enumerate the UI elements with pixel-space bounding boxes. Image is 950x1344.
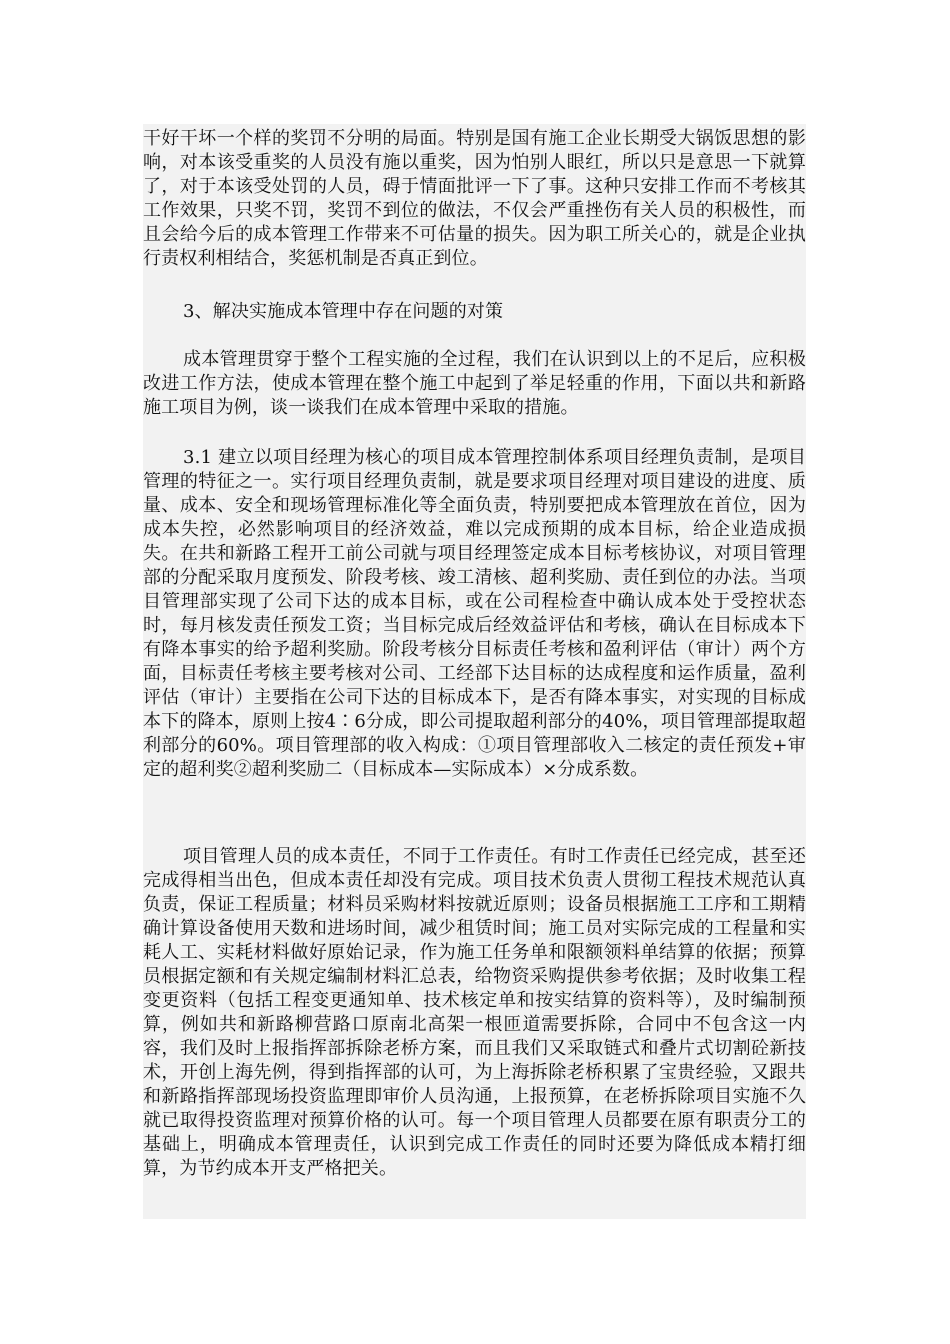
paragraph-2: 成本管理贯穿于整个工程实施的全过程，我们在认识到以上的不足后，应积极改进工作方法，使成本管理在整个施工中起到了举足轻重的作用，下面以共和新路施工项目为例，谈一谈我们在成本管理中采取的措施。 bbox=[143, 349, 806, 418]
paragraph-3: 3.1 建立以项目经理为核心的项目成本管理控制体系项目经理负责制，是项目管理的特征之一。实行项目经理负责制，就是要求项目经理对项目建设的进度、质量、成本、安全和现场管理标准化等全面负责，特别要把成本管理放在首位，因为成本失控，必然影响项目的经济效益，难以完成预期的成本目标，给企业造成损失。在共和新路工程开工前公司就与项目经理签定成本目标考核协议，对项目管理部的分配采取月度预发、阶段考核、竣工清核、超利奖励、责任到位的办法。当项目管理部实现了公司下达的成本目标，或在公司程检查中确认成本处于受控状态时，每月核发责任预发工资；当目标完成后经效益评估和考核，确认在目标成本下有降本事实的给予超利奖励。阶段考核分目标责任考核和盈利评估（审计）两个方面，目标责任考核主要考核对公司、工经部下达目标的达成程度和运作质量，盈利评估（审计）主要指在公司下达的目标成本下，是否有降本事实，对实现的目标成本下的降本，原则上按4∶6分成，即公司提取超利部分的40%，项目管理部提取超利部分的60%。项目管理部的收入构成：①项目管理部收入二核定的责任预发+审定的超利奖②超利奖励二（目标成本—实际成本）×分成系数。 bbox=[143, 447, 806, 780]
paragraph-4: 项目管理人员的成本责任，不同于工作责任。有时工作责任已经完成，甚至还完成得相当出色，但成本责任却没有完成。项目技术负责人贯彻工程技术规范认真负责，保证工程质量；材料员采购材料按就近原则；设备员根据施工工序和工期精确计算设备使用天数和进场时间，减少租赁时间；施工员对实际完成的工程量和实耗人工、实耗材料做好原始记录，作为施工任务单和限额领料单结算的依据；预算员根据定额和有关规定编制材料汇总表，给物资采购提供参考依据；及时收集工程变更资料（包括工程变更通知单、技术核定单和按实结算的资料等），及时编制预算，例如共和新路柳营路口原南北高架一根匝道需要拆除，合同中不包含这一内容，我们及时上报指挥部拆除老桥方案，而且我们又采取链式和叠片式切割砼新技术，开创上海先例，得到指挥部的认可，为上海拆除老桥积累了宝贵经验，又跟共和新路指挥部现场投资监理即审价人员沟通，上报预算，在老桥拆除项目实施不久就已取得投资监理对预算价格的认可。每一个项目管理人员都要在原有职责分工的基础上，明确成本管理责任，认识到完成工作责任的同时还要为降低成本精打细算，为节约成本开支严格把关。 bbox=[143, 846, 806, 1179]
paragraph-1: 干好干坏一个样的奖罚不分明的局面。特别是国有施工企业长期受大锅饭思想的影响，对本该受重奖的人员没有施以重奖，因为怕别人眼红，所以只是意思一下就算了，对于本该受处罚的人员，碍于情面批评一下了事。这种只安排工作而不考核其工作效果，只奖不罚，奖罚不到位的做法，不仅会严重挫伤有关人员的积极性，而且会给今后的成本管理工作带来不可估量的损失。因为职工所关心的，就是企业执行责权利相结合，奖惩机制是否真正到位。 bbox=[143, 128, 806, 269]
section-heading: 3、解决实施成本管理中存在问题的对策 bbox=[183, 301, 504, 322]
